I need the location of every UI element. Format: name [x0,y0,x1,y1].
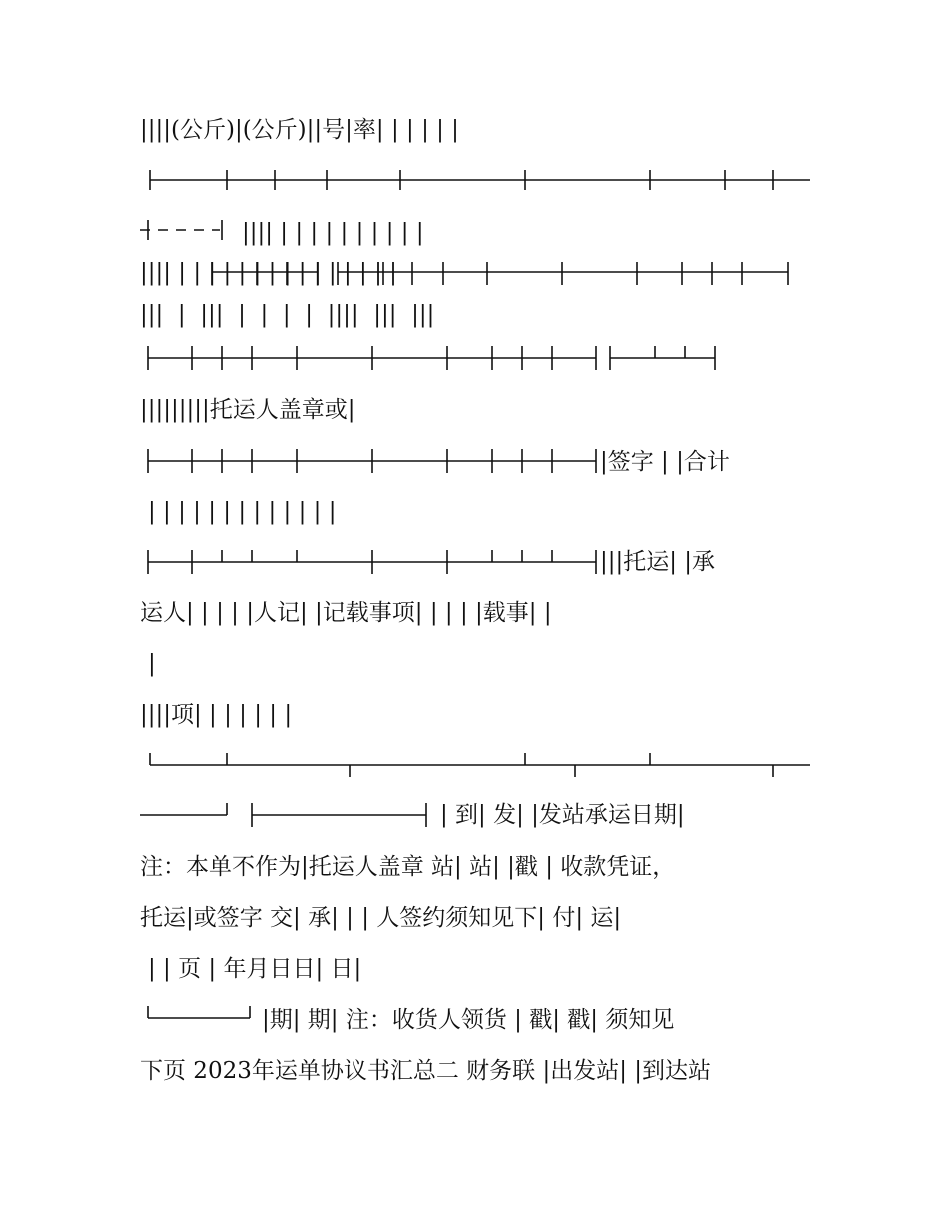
doc-line-3: |||| | | | | | | | | | | | | | | | [140,260,397,286]
doc-line-12: | 到| 发| |发站承运日期| [440,802,685,828]
doc-line-5: |||||||||托运人盖章或| [140,397,356,423]
doc-line-4: ||| | ||| | | | | |||| ||| ||| [140,302,435,328]
doc-line-8: |||托运| |承 [600,549,716,575]
doc-line-2: |||| | | | | | | | | | | [242,220,424,246]
doc-line-1: ||||(公斤)|(公斤)||号|率| | | | | | [140,117,459,143]
doc-line-7: | | | | | | | | | | | | | [148,499,337,525]
doc-line-6: |签字 | |合计 [600,449,730,475]
doc-line-11: ||||项| | | | | | | [140,702,293,728]
doc-line-14: 托运|或签字 交| 承| | | 人签约须知见下| 付| 运| [140,905,622,931]
doc-line-15: | | 页 | 年月日日| 日| [148,956,362,982]
doc-line-9: 运人| | | | |人记| |记载事项| | | | |载事| | [140,600,552,626]
doc-line-10: | [148,651,156,677]
doc-line-13: 注：本单不作为|托运人盖章 站| 站| |戳 | 收款凭证， [140,854,676,880]
doc-line-16: |期| 期| 注：收货人领货 | 戳| 戳| 须知见 [262,1007,675,1033]
doc-line-17: 下页 2023年运单协议书汇总二 财务联 |出发站| |到达站 [140,1058,712,1084]
